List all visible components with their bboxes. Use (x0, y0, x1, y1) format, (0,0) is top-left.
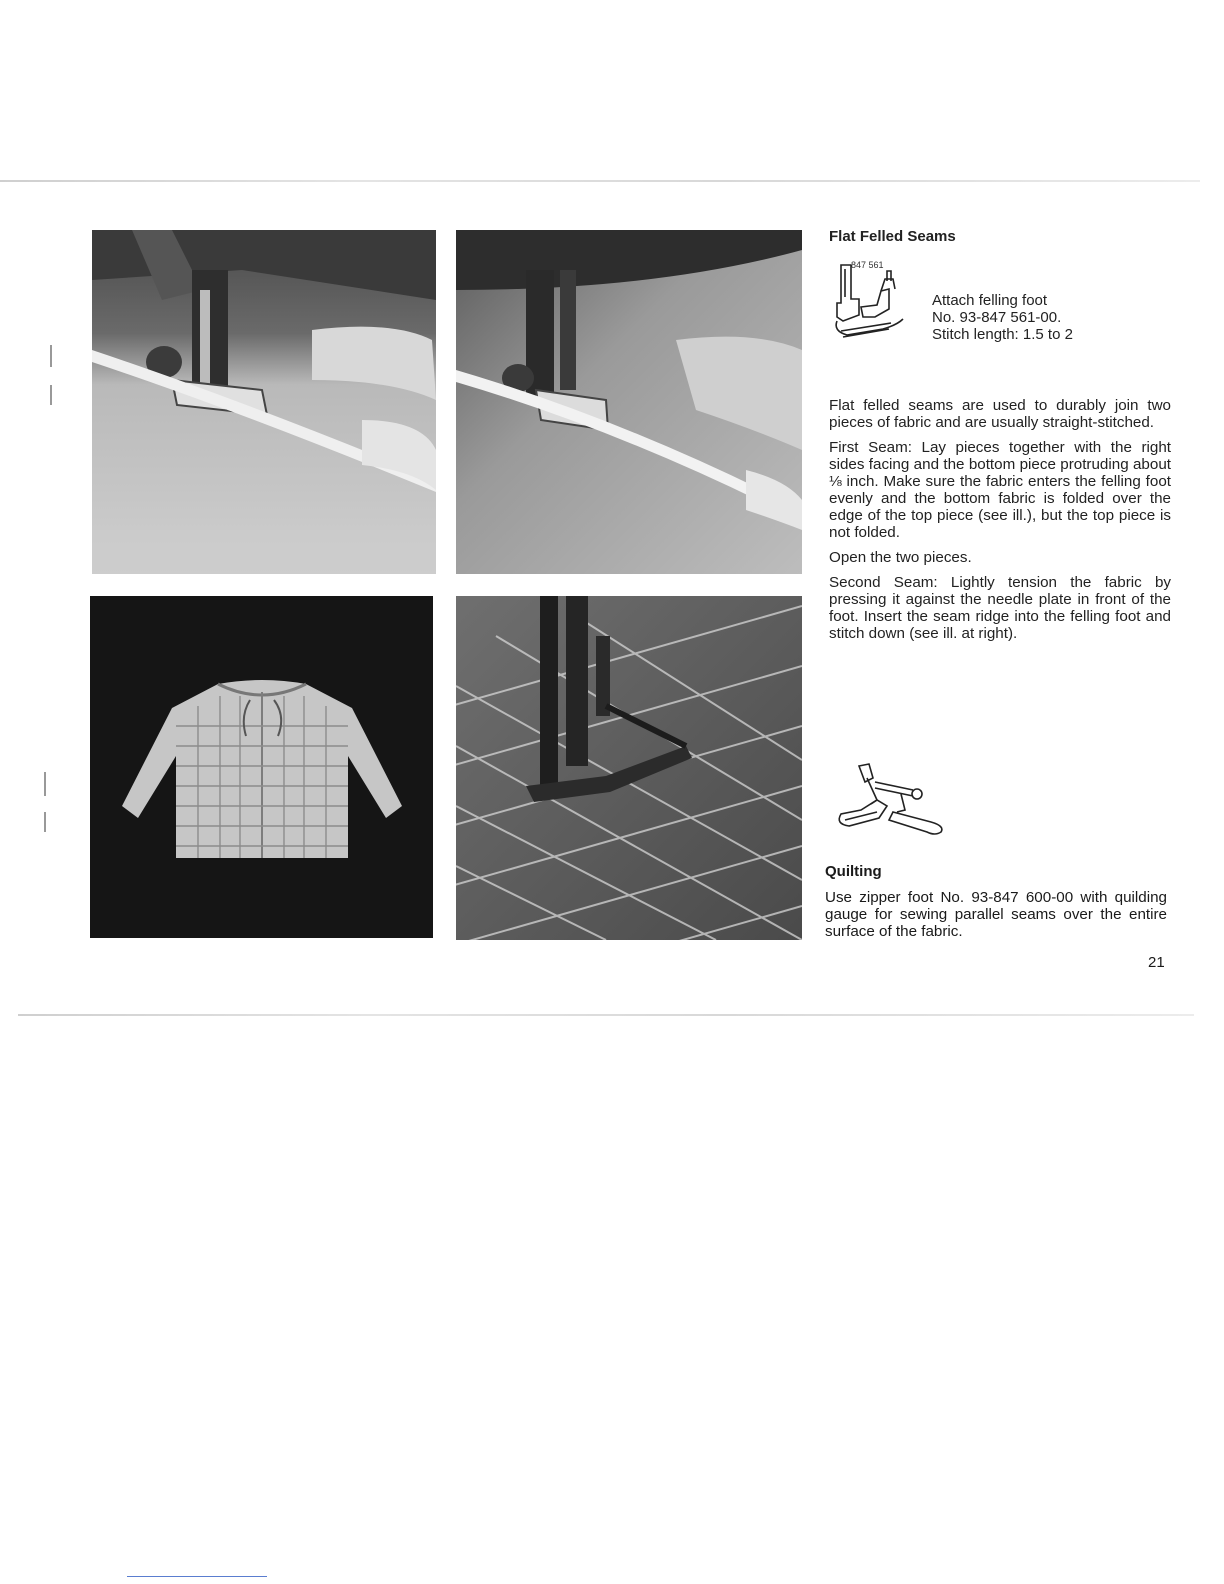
intro-paragraph: Flat felled seams are used to durably join two pieces of fabric and are usually straight-stitched. (829, 397, 1171, 431)
first-seam-paragraph: First Seam: Lay pieces together with the right sides facing and the bottom piece protruding about ⅛ inch. Make sure the fabric enters the felling foot evenly and the bottom fabric is folded over the edge of the top piece (see ill.), but the top piece is not folded. (829, 439, 1171, 541)
felling-foot-block (829, 259, 1171, 345)
margin-mark (44, 812, 46, 832)
attach-line: No. 93-847 561-00. (932, 309, 1062, 326)
flat-felled-section (829, 228, 1171, 650)
footer-link-underline (127, 1576, 267, 1577)
felling-foot-icon (831, 259, 923, 345)
photo-quilting-zipper-foot (456, 596, 802, 940)
foot-code-label: 847 561 (851, 260, 884, 270)
photo-felling-foot-first-seam (92, 230, 436, 574)
quilting-heading: Quilting (825, 863, 882, 880)
open-pieces-paragraph: Open the two pieces. (829, 549, 972, 566)
page-number: 21 (1148, 954, 1165, 971)
second-seam-paragraph: Second Seam: Lightly tension the fabric by pressing it against the needle plate in front of the foot. Insert the seam ridge into the felling foot and stitch down (see ill. at right). (829, 574, 1171, 642)
zipper-foot-icon (831, 760, 951, 840)
margin-mark (44, 772, 46, 796)
top-scan-line (0, 180, 1200, 182)
attach-line: Attach felling foot (932, 292, 1048, 309)
margin-mark (50, 345, 52, 367)
photo-quilted-jacket (90, 596, 433, 938)
attach-instructions (932, 292, 1073, 343)
bottom-scan-line (18, 1014, 1194, 1016)
quilting-section (825, 863, 1167, 948)
flat-felled-heading: Flat Felled Seams (829, 228, 956, 245)
attach-line: Stitch length: 1.5 to 2 (932, 326, 1073, 343)
photo-felling-foot-second-seam (456, 230, 802, 574)
margin-mark (50, 385, 52, 405)
quilting-paragraph: Use zipper foot No. 93-847 600-00 with quilding gauge for sewing parallel seams over the entire surface of the fabric. (825, 889, 1167, 940)
